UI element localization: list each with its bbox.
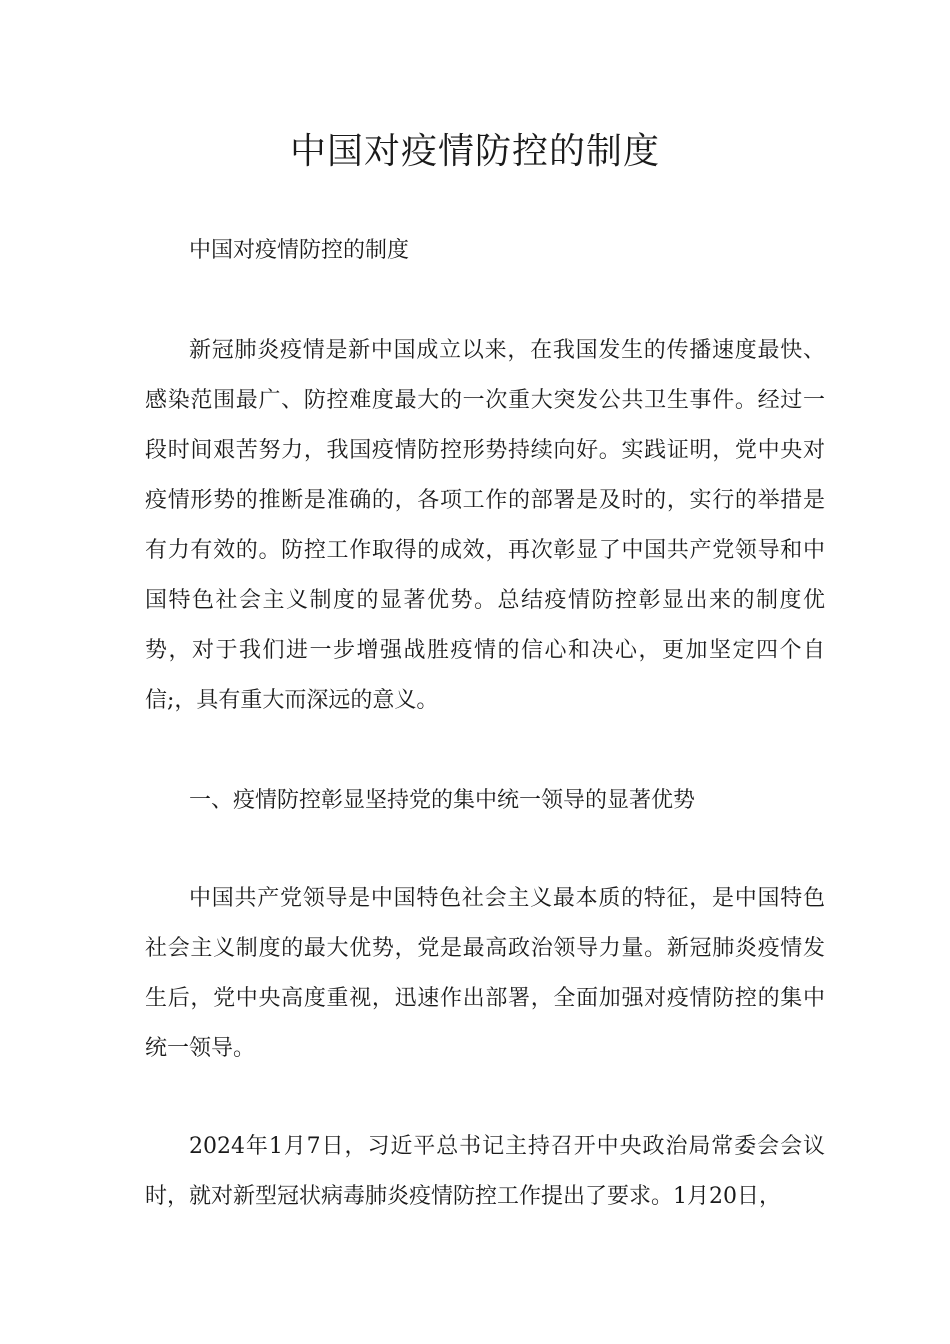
timeline-paragraph: 2024年1月7日，习近平总书记主持召开中央政治局常委会会议时，就对新型冠状病毒肺炎疫情防控工作提出了要求。1月20日，	[145, 1134, 825, 1209]
subtitle-paragraph: 中国对疫情防控的制度	[189, 238, 410, 263]
document-title: 中国对疫情防控的制度	[289, 131, 660, 172]
intro-paragraph: 新冠肺炎疫情是新中国成立以来，在我国发生的传播速度最快、感染范围最广、防控难度最大的一次重大突发公共卫生事件。经过一段时间艰苦努力，我国疫情防控形势持续向好。实践证明，党中央对疫情形势的推断是准确的，各项工作的部署是及时的，实行的举措是有力有效的。防控工作取得的成效，再次彰显了中国共产党领导和中国特色社会主义制度的显著优势。总结疫情防控彰显出来的制度优势，对于我们进一步增强战胜疫情的信心和决心，更加坚定四个自信;，具有重大而深远的意义。	[145, 338, 825, 713]
leadership-paragraph: 中国共产党领导是中国特色社会主义最本质的特征，是中国特色社会主义制度的最大优势，党是最高政治领导力量。新冠肺炎疫情发生后，党中央高度重视，迅速作出部署，全面加强对疫情防控的集中统一领导。	[145, 886, 825, 1061]
section-heading-1: 一、疫情防控彰显坚持党的集中统一领导的显著优势	[189, 788, 696, 813]
